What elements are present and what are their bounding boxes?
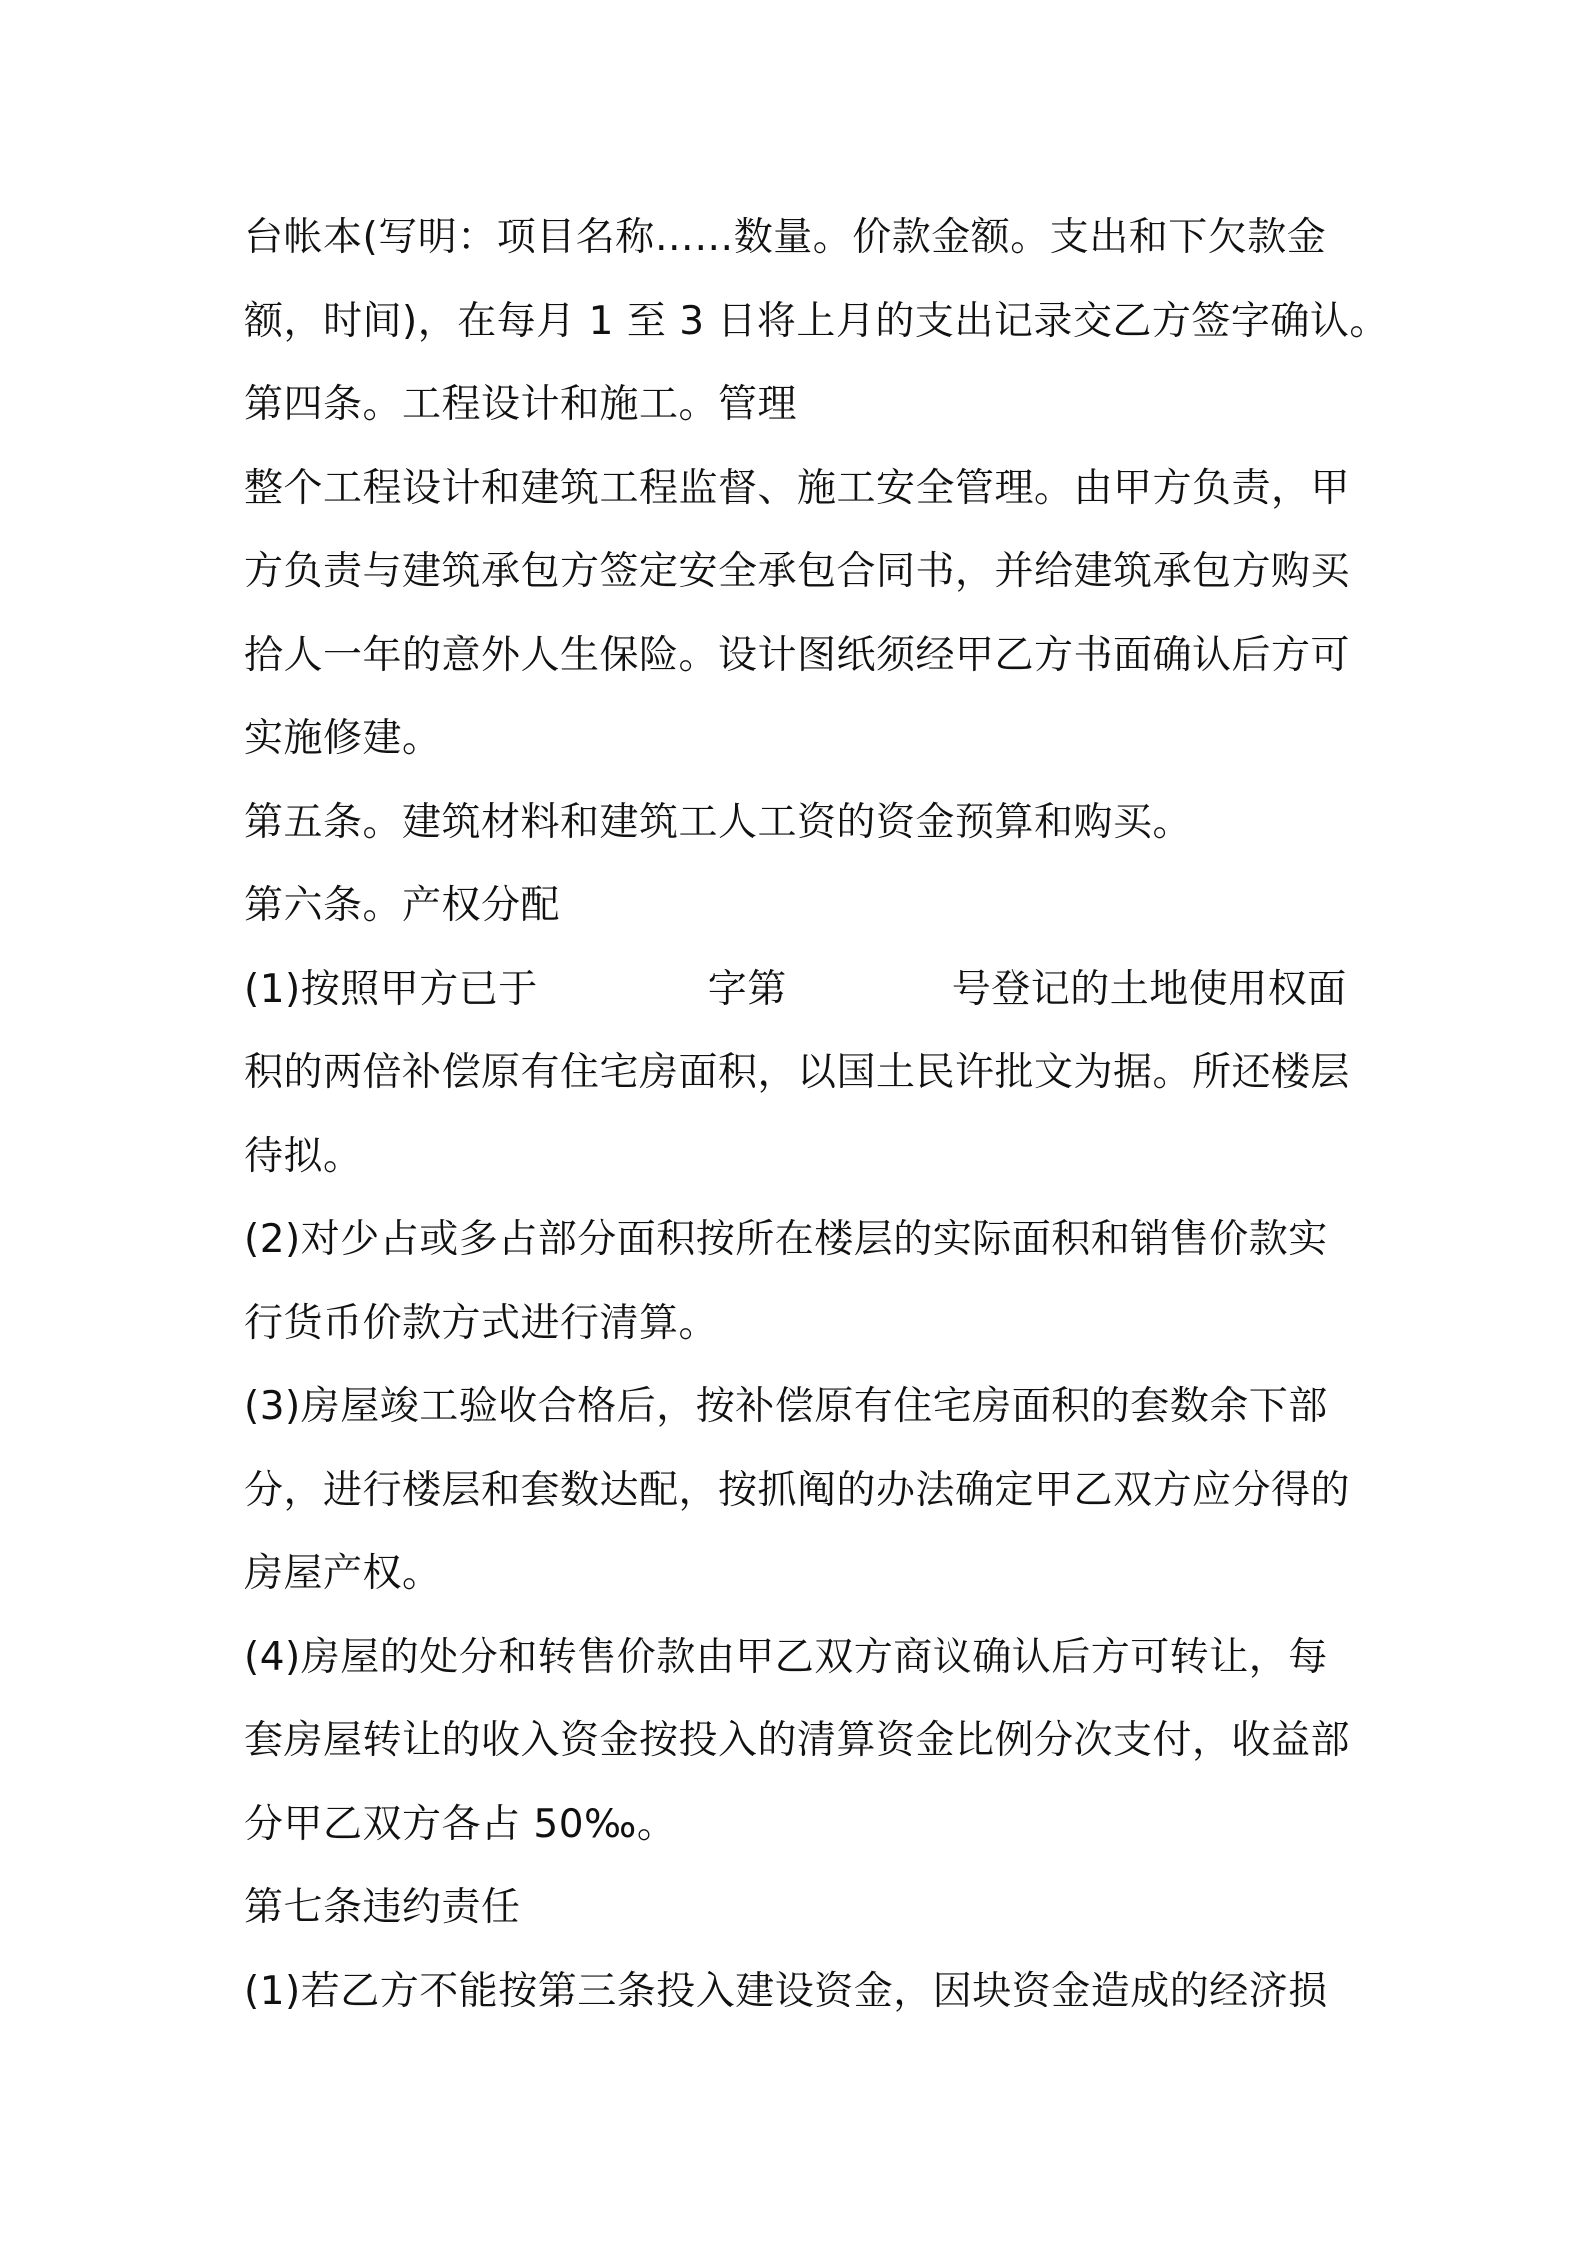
article-heading: 第六条。产权分配 bbox=[244, 883, 561, 928]
text-line: 方负责与建筑承包方签定安全承包合同书，并给建筑承包方购买 bbox=[244, 549, 1351, 594]
text-line: (1)若乙方不能按第三条投入建设资金，因块资金造成的经济损 bbox=[244, 1968, 1328, 2014]
text-line: 拾人一年的意外人生保险。设计图纸须经甲乙方书面确认后方可 bbox=[244, 632, 1351, 678]
text-line: 积的两倍补偿原有住宅房面积，以国土民许批文为据。所还楼层 bbox=[244, 1050, 1351, 1095]
text-line: 整个工程设计和建筑工程监督、施工安全管理。由甲方负责，甲 bbox=[244, 465, 1351, 511]
text-line: 待拟。 bbox=[244, 1133, 363, 1179]
text-segment: (1)按照甲方已于 bbox=[244, 966, 538, 1012]
text-line-with-blanks bbox=[244, 948, 1374, 1032]
article-heading: 第五条。建筑材料和建筑工人工资的资金预算和购买。 bbox=[244, 799, 1193, 845]
text-line: 台帐本(写明：项目名称……数量。价款金额。支出和下欠款金 bbox=[244, 215, 1327, 260]
text-line: (2)对少占或多占部分面积按所在楼层的实际面积和销售价款实 bbox=[244, 1217, 1328, 1262]
text-line: 实施修建。 bbox=[244, 716, 442, 761]
text-line: 分甲乙双方各占 50‰。 bbox=[244, 1801, 677, 1847]
document-body bbox=[244, 196, 1389, 2033]
text-line: (3)房屋竣工验收合格后，按补偿原有住宅房面积的套数余下部 bbox=[244, 1384, 1328, 1429]
text-line: 额，时间)，在每月 1 至 3 日将上月的支出记录交乙方签字确认。 bbox=[244, 298, 1389, 344]
text-line: 行货币价款方式进行清算。 bbox=[244, 1300, 719, 1346]
article-heading: 第四条。工程设计和施工。管理 bbox=[244, 382, 798, 427]
text-segment: 字第 bbox=[707, 966, 787, 1012]
text-line: 套房屋转让的收入资金按投入的清算资金比例分次支付，收益部 bbox=[244, 1718, 1351, 1763]
text-segment: 号登记的土地使用权面 bbox=[951, 966, 1347, 1012]
text-line: 房屋产权。 bbox=[244, 1551, 442, 1596]
article-heading: 第七条违约责任 bbox=[244, 1885, 521, 1930]
text-line: (4)房屋的处分和转售价款由甲乙双方商议确认后方可转让，每 bbox=[244, 1634, 1328, 1680]
text-line: 分，进行楼层和套数达配，按抓阄的办法确定甲乙双方应分得的 bbox=[244, 1467, 1351, 1513]
